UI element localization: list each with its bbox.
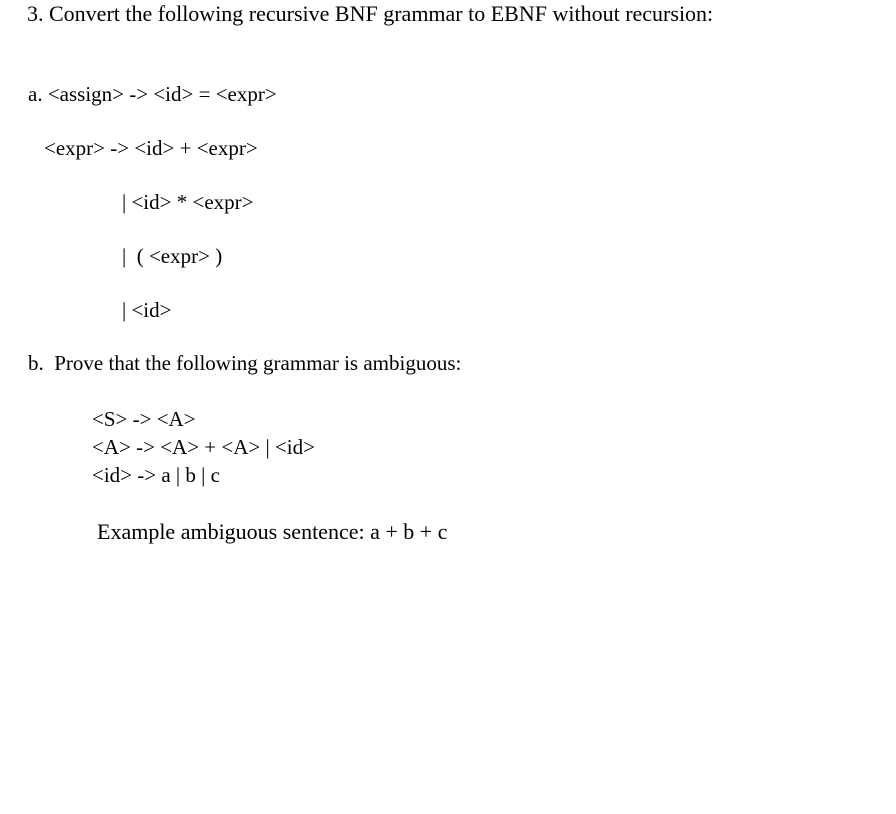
part-a-expr-alt-id: | <id>: [122, 298, 172, 322]
part-b-grammar-id-rule: <id> -> a | b | c: [92, 463, 220, 487]
part-a-expr-alt-paren: | ( <expr> ): [122, 244, 223, 268]
part-b-example-sentence: Example ambiguous sentence: a + b + c: [97, 519, 448, 544]
part-b-grammar-s-rule: <S> -> <A>: [92, 407, 196, 431]
question-title: 3. Convert the following recursive BNF grammar to EBNF without recursion:: [27, 1, 714, 26]
part-a-assign-rule: a. <assign> -> <id> = <expr>: [28, 82, 277, 106]
part-b-grammar-a-rule: <A> -> <A> + <A> | <id>: [92, 435, 315, 459]
part-b-title: b. Prove that the following grammar is ambiguous:: [28, 351, 462, 375]
part-a-expr-rule: <expr> -> <id> + <expr>: [44, 136, 258, 160]
part-a-expr-alt-multiply: | <id> * <expr>: [122, 190, 254, 214]
